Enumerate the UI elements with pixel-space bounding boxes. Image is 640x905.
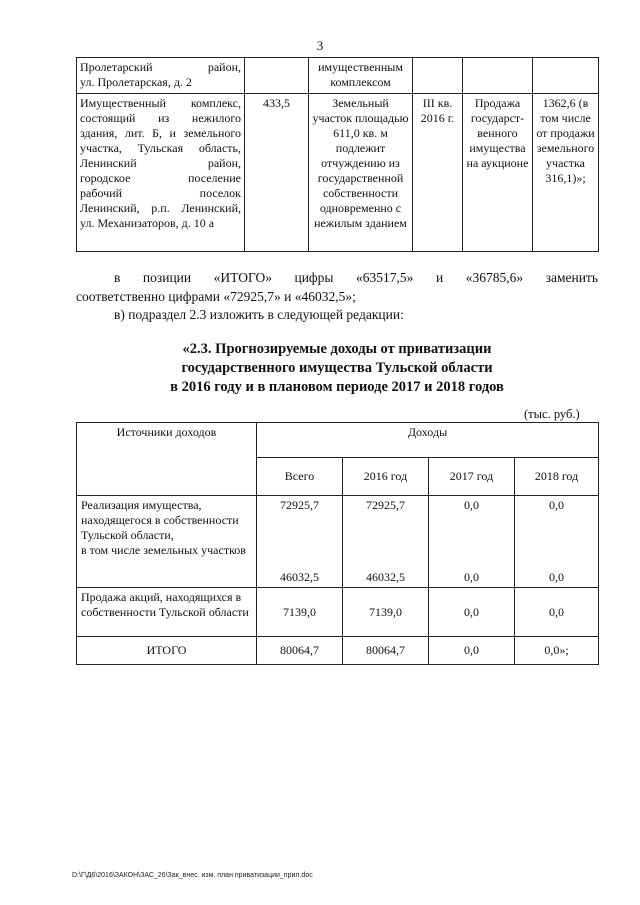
table-row (77, 588, 599, 637)
sub-value: 46032,5 (366, 570, 405, 584)
paragraph-line: соответственно цифрами «72925,7» и «46032,5»; (76, 289, 356, 304)
sub-value: 0,0 (464, 570, 479, 584)
table-row (77, 94, 599, 252)
value-cell (429, 496, 515, 588)
column-header: 2018 год (515, 458, 599, 496)
sub-value: 0,0 (549, 570, 564, 584)
property-description-cell (77, 94, 245, 252)
amendment-paragraph (76, 268, 598, 306)
value-cell: 0,0 (515, 588, 599, 637)
desc-line: Ленинский, р.п. Ленинский, (80, 201, 241, 215)
value: 0,0 (549, 498, 564, 512)
row-sublabel-text: в том числе земельных участков (81, 543, 246, 557)
desc-line: Пролетарский (80, 60, 153, 74)
table-row (77, 637, 599, 665)
comment-cell: Земельный участок площадью 611,0 кв. м подлежит отчуждению из государственной собственности одновременно с нежилым зданием (309, 94, 413, 252)
row-label: ИТОГО (77, 637, 257, 665)
column-header: 2017 год (429, 458, 515, 496)
paragraph-line: в позиции «ИТОГО» цифры «63517,5» и «36785,6» заменить (114, 270, 598, 285)
desc-line: Ленинский район, (80, 156, 241, 170)
table-header-row (77, 423, 599, 458)
row-label-text: Реализация имущества, находящегося в собственности Тульской области, (81, 498, 239, 542)
value-cell (343, 496, 429, 588)
value-cell: 7139,0 (257, 588, 343, 637)
value: 72925,7 (366, 498, 405, 512)
value-cell: 7139,0 (343, 588, 429, 637)
desc-line: здания, лит. Б, и земельного (80, 126, 241, 140)
heading-line: в 2016 году и в плановом периоде 2017 и 2018 годов (170, 379, 504, 395)
value-cell: 0,0 (429, 637, 515, 665)
table-row (77, 496, 599, 588)
desc-line: ул. Механизаторов, д. 10 а (80, 216, 215, 230)
file-path-footer: D:\Г\Д6\2016\ЗАКОН\ЗАС_26\Зак_внес. изм. план приватизации_прил.doc (72, 872, 313, 879)
method-cell (463, 58, 533, 94)
income-cell (533, 58, 599, 94)
value-cell: 80064,7 (343, 637, 429, 665)
income-cell: 1362,6 (в том числе от продажи земельного участка 316,1)»; (533, 94, 599, 252)
heading-line: государственного имущества Тульской области (181, 360, 493, 376)
desc-line: район, (207, 60, 241, 74)
value: 72925,7 (280, 498, 319, 512)
value-cell: 80064,7 (257, 637, 343, 665)
row-label: Продажа акций, находящихся в собственности Тульской области (77, 588, 257, 637)
desc-line: состоящий из нежилого (80, 111, 241, 125)
row-label (77, 496, 257, 588)
units-label: (тыс. руб.) (524, 407, 580, 421)
section-heading (76, 340, 598, 397)
property-table-continuation (76, 57, 599, 252)
quarter-cell (413, 58, 463, 94)
area-cell: 433,5 (245, 94, 309, 252)
heading-line: «2.3. Прогнозируемые доходы от приватизации (182, 341, 492, 357)
column-header: Всего (257, 458, 343, 496)
column-header: 2016 год (343, 458, 429, 496)
area-cell (245, 58, 309, 94)
property-description-cell (77, 58, 245, 94)
desc-line: рабочий поселок (80, 186, 241, 200)
amendment-paragraph: в) подраздел 2.3 изложить в следующей редакции: (114, 307, 404, 322)
desc-line: Имущественный комплекс, (80, 96, 241, 110)
page-number: 3 (316, 38, 324, 53)
desc-line: участка, Тульская область, (80, 141, 241, 155)
value-cell (257, 496, 343, 588)
value-cell: 0,0 (429, 588, 515, 637)
sub-value: 46032,5 (280, 570, 319, 584)
income-table (76, 422, 599, 665)
table-row (77, 58, 599, 94)
header-income: Доходы (257, 423, 599, 458)
value-cell (515, 496, 599, 588)
value-cell: 0,0»; (515, 637, 599, 665)
value: 0,0 (464, 498, 479, 512)
quarter-cell: III кв. 2016 г. (413, 94, 463, 252)
method-cell: Продажа государст-венного имущества на аукционе (463, 94, 533, 252)
header-sources: Источники доходов (77, 423, 257, 496)
desc-line: ул. Пролетарская, д. 2 (80, 75, 192, 89)
comment-cell: имущественным комплексом (309, 58, 413, 94)
desc-line: городское поселение (80, 171, 241, 185)
